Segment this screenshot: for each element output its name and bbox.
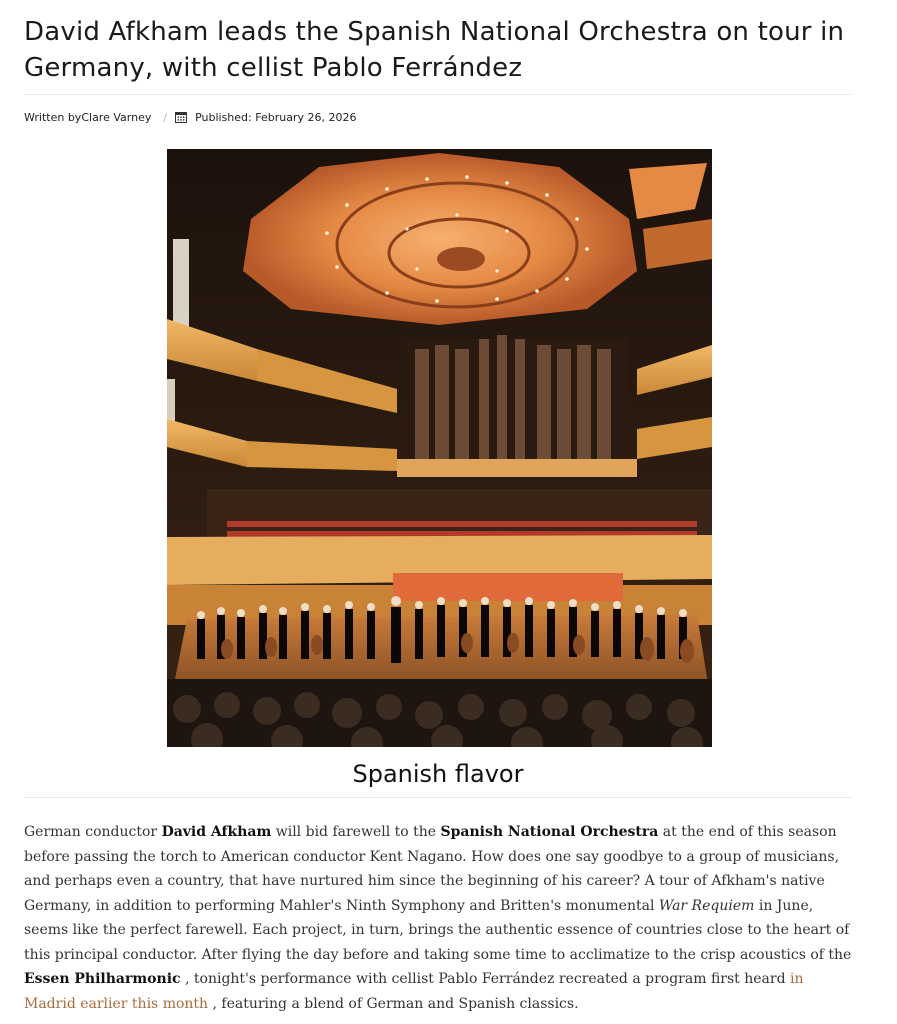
venue-name: Essen Philharmonic <box>24 971 181 987</box>
paragraph-text-1: German conductor <box>24 824 162 840</box>
work-title: War Requiem <box>658 897 755 914</box>
author-link[interactable]: Clare Varney <box>81 110 152 124</box>
author-prefix: Written by <box>24 110 82 124</box>
article-meta <box>24 109 852 125</box>
concert-hall-photo <box>167 149 712 747</box>
article-paragraph <box>24 820 854 1016</box>
title-divider <box>24 94 852 95</box>
published-date: Published: February 26, 2026 <box>195 110 357 124</box>
article <box>24 0 852 1012</box>
paragraph-text-3: at the end of this season before passing the torch to American conductor Kent Nagano. How does one say goodbye to a group of musicians, and perhaps even a country, that have nurtured him since the beginning of his career? A tour of Afkham's native Germany, in addition to performing Mahler's Ninth Symphony and Britten's monumental <box>24 824 840 914</box>
section-heading: Spanish flavor <box>352 760 524 788</box>
orchestra-name: Spanish National Orchestra <box>440 824 659 840</box>
paragraph-text-5: , tonight's performance with cellist Pablo Ferrández recreated a program first heard <box>180 971 790 987</box>
conductor-name: David Afkham <box>161 824 272 840</box>
calendar-icon <box>175 111 187 123</box>
madrid-concert-link[interactable]: in Madrid earlier this month <box>24 971 804 1012</box>
meta-separator: / <box>163 110 168 124</box>
article-title: David Afkham leads the Spanish National Orchestra on tour in Germany, with cellist Pablo Ferrández <box>24 17 845 83</box>
concert-hall-illustration <box>167 149 712 747</box>
paragraph-text-4: in June, seems like the perfect farewell. Each project, in turn, brings the authentic essence of countries close to the heart of this principal conductor. After flying the day before and taking some time to acclimatize to the crisp acoustics of the <box>24 897 852 963</box>
paragraph-text-2: will bid farewell to the <box>271 824 441 840</box>
section-divider <box>24 797 852 798</box>
paragraph-text-6: , featuring a blend of German and Spanish classics. <box>208 995 579 1012</box>
